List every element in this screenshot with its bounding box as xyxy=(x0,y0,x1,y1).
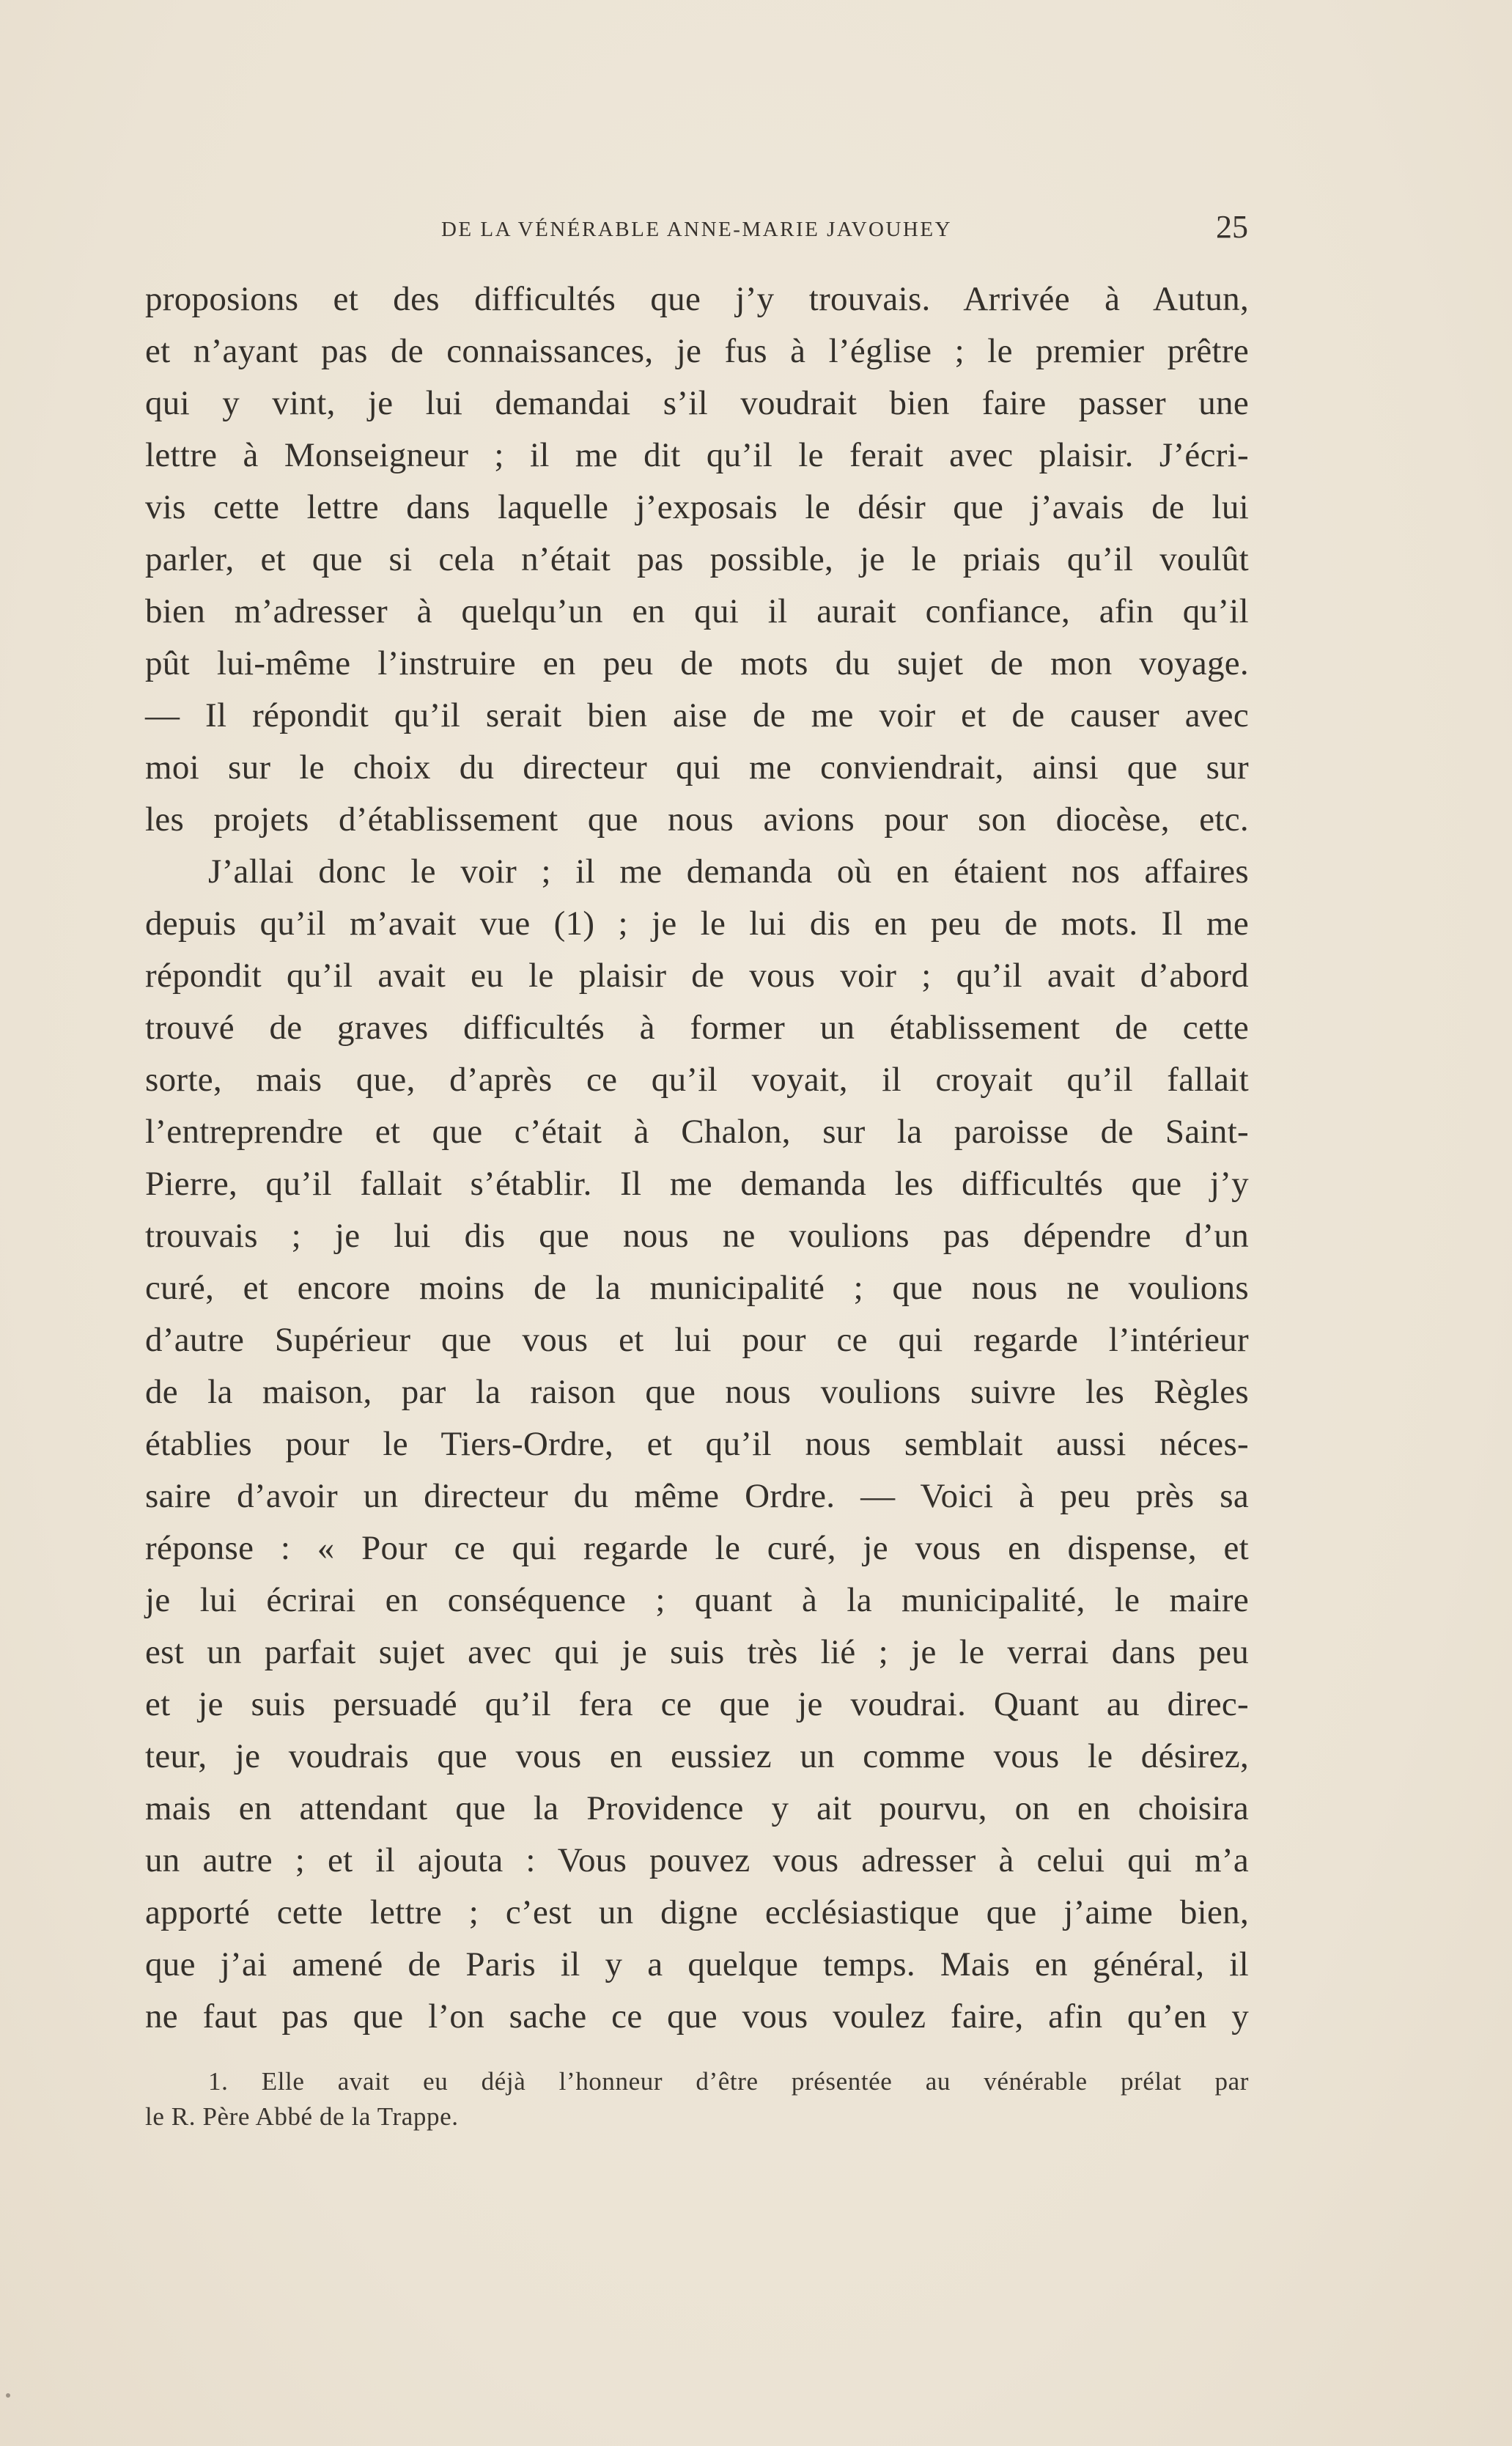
text-line: je lui écrirai en conséquence ; quant à la municipalité, le maire xyxy=(145,1581,1249,1619)
paper-speck xyxy=(6,2393,10,2398)
text-line: lettre à Monseigneur ; il me dit qu’il le ferait avec plaisir. J’écri- xyxy=(145,436,1249,474)
text-line: répondit qu’il avait eu le plaisir de vous voir ; qu’il avait d’abord xyxy=(145,957,1249,995)
text-line: mais en attendant que la Providence y ait pourvu, on en choisira xyxy=(145,1789,1249,1827)
text-line: teur, je voudrais que vous en eussiez un comme vous le désirez, xyxy=(145,1737,1249,1775)
text-line: moi sur le choix du directeur qui me conviendrait, ainsi que sur xyxy=(145,748,1249,787)
text-line: parler, et que si cela n’était pas possible, je le priais qu’il voulût xyxy=(145,540,1249,578)
running-head: DE LA VÉNÉRABLE ANNE-MARIE JAVOUHEY xyxy=(440,218,953,241)
text-line: curé, et encore moins de la municipalité ; que nous ne voulions xyxy=(145,1269,1249,1307)
text-line: réponse : « Pour ce qui regarde le curé, je vous en dispense, et xyxy=(145,1529,1249,1567)
text-line: d’autre Supérieur que vous et lui pour ce qui regarde l’intérieur xyxy=(145,1321,1249,1359)
text-line: pût lui-même l’instruire en peu de mots du sujet de mon voyage. xyxy=(145,644,1249,682)
text-line: Pierre, qu’il fallait s’établir. Il me demanda les difficultés que j’y xyxy=(145,1165,1249,1203)
text-line: un autre ; et il ajouta : Vous pouvez vous adresser à celui qui m’a xyxy=(145,1841,1249,1879)
text-line: et je suis persuadé qu’il fera ce que je voudrai. Quant au direc- xyxy=(145,1685,1249,1723)
text-line: l’entreprendre et que c’était à Chalon, sur la paroisse de Saint- xyxy=(145,1113,1249,1151)
text-line: sorte, mais que, d’après ce qu’il voyait, il croyait qu’il fallait xyxy=(145,1061,1249,1099)
text-line: qui y vint, je lui demandai s’il voudrait bien faire passer une xyxy=(145,384,1249,422)
text-line: J’allai donc le voir ; il me demanda où en étaient nos affaires xyxy=(208,852,1249,891)
text-line: bien m’adresser à quelqu’un en qui il aurait confiance, afin qu’il xyxy=(145,592,1249,630)
text-line: trouvais ; je lui dis que nous ne voulions pas dépendre d’un xyxy=(145,1217,1249,1255)
text-line: depuis qu’il m’avait vue (1) ; je le lui dis en peu de mots. Il me xyxy=(145,905,1249,943)
text-line: établies pour le Tiers-Ordre, et qu’il nous semblait aussi néces- xyxy=(145,1425,1249,1463)
text-line: que j’ai amené de Paris il y a quelque temps. Mais en général, il xyxy=(145,1945,1249,1983)
text-line: les projets d’établissement que nous avions pour son diocèse, etc. xyxy=(145,800,1249,839)
text-line: trouvé de graves difficultés à former un établissement de cette xyxy=(145,1009,1249,1047)
footnote-line: le R. Père Abbé de la Trappe. xyxy=(145,2102,459,2131)
text-line: apporté cette lettre ; c’est un digne ecclésiastique que j’aime bien, xyxy=(145,1893,1249,1931)
text-line: — Il répondit qu’il serait bien aise de me voir et de causer avec xyxy=(145,696,1249,734)
page-number: 25 xyxy=(1216,209,1248,245)
footnote xyxy=(145,2064,1249,2134)
text-line: est un parfait sujet avec qui je suis très lié ; je le verrai dans peu xyxy=(145,1633,1249,1671)
body-text xyxy=(145,273,1249,2043)
text-line: de la maison, par la raison que nous voulions suivre les Règles xyxy=(145,1373,1249,1411)
text-line: vis cette lettre dans laquelle j’exposais le désir que j’avais de lui xyxy=(145,488,1249,526)
text-line: proposions et des difficultés que j’y trouvais. Arrivée à Autun, xyxy=(145,280,1249,318)
footnote-line: 1. Elle avait eu déjà l’honneur d’être présentée au vénérable prélat par xyxy=(208,2067,1249,2096)
text-line: saire d’avoir un directeur du même Ordre. — Voici à peu près sa xyxy=(145,1477,1249,1515)
text-line: et n’ayant pas de connaissances, je fus à l’église ; le premier prêtre xyxy=(145,332,1249,370)
text-line: ne faut pas que l’on sache ce que vous voulez faire, afin qu’en y xyxy=(145,1997,1249,2036)
